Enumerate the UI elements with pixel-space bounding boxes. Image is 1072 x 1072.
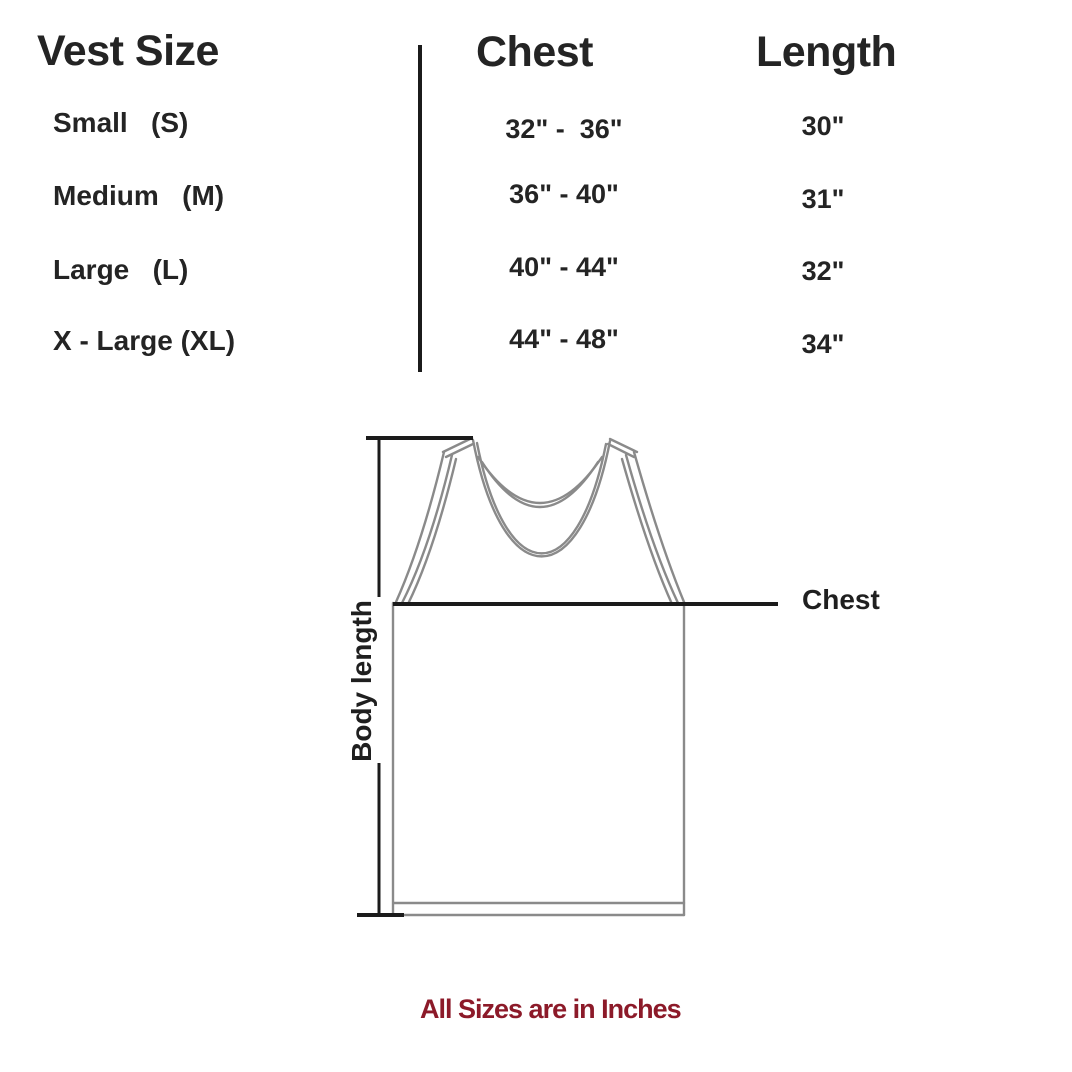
size-label-large: Large (L): [53, 254, 189, 285]
chest-value-medium: 36" - 40": [509, 179, 619, 209]
vest-front-neckline-outer: [473, 440, 610, 556]
size-label-small: Small (S): [53, 107, 189, 138]
length-value-small: 30": [801, 111, 845, 141]
body-length-label: Body length: [346, 600, 377, 762]
column-header-chest: Chest: [476, 28, 593, 76]
vest-left-shoulder-seam-inner: [446, 444, 473, 457]
length-value-large: 32": [801, 256, 845, 286]
vest-outline: [393, 438, 684, 915]
chest-value-xlarge: 44" - 48": [509, 324, 619, 354]
vest-right-shoulder-seam-inner: [608, 444, 634, 457]
length-value-xlarge: 34": [801, 329, 845, 359]
column-header-vest-size: Vest Size: [37, 27, 219, 75]
vest-right-armhole-outer: [626, 455, 678, 603]
length-value-medium: 31": [801, 184, 845, 214]
size-label-xlarge: X - Large (XL): [53, 325, 236, 356]
chest-line-label: Chest: [802, 584, 880, 615]
chest-value-small: 32" - 36": [505, 114, 623, 144]
measurement-lines: [357, 438, 778, 915]
vest-right-shoulder-seam: [610, 439, 637, 452]
chest-value-large: 40" - 44": [509, 252, 619, 282]
vest-right-armhole-inner: [622, 459, 672, 604]
vest-front-neckline-inner: [477, 443, 606, 553]
vest-left-armhole-outer: [402, 455, 452, 603]
vest-back-neckline-inner: [482, 462, 598, 507]
column-header-length: Length: [756, 28, 897, 76]
size-label-medium: Medium (M): [53, 180, 225, 211]
footer-note: All Sizes are in Inches: [420, 994, 681, 1024]
vest-left-shoulder-seam: [443, 438, 472, 452]
